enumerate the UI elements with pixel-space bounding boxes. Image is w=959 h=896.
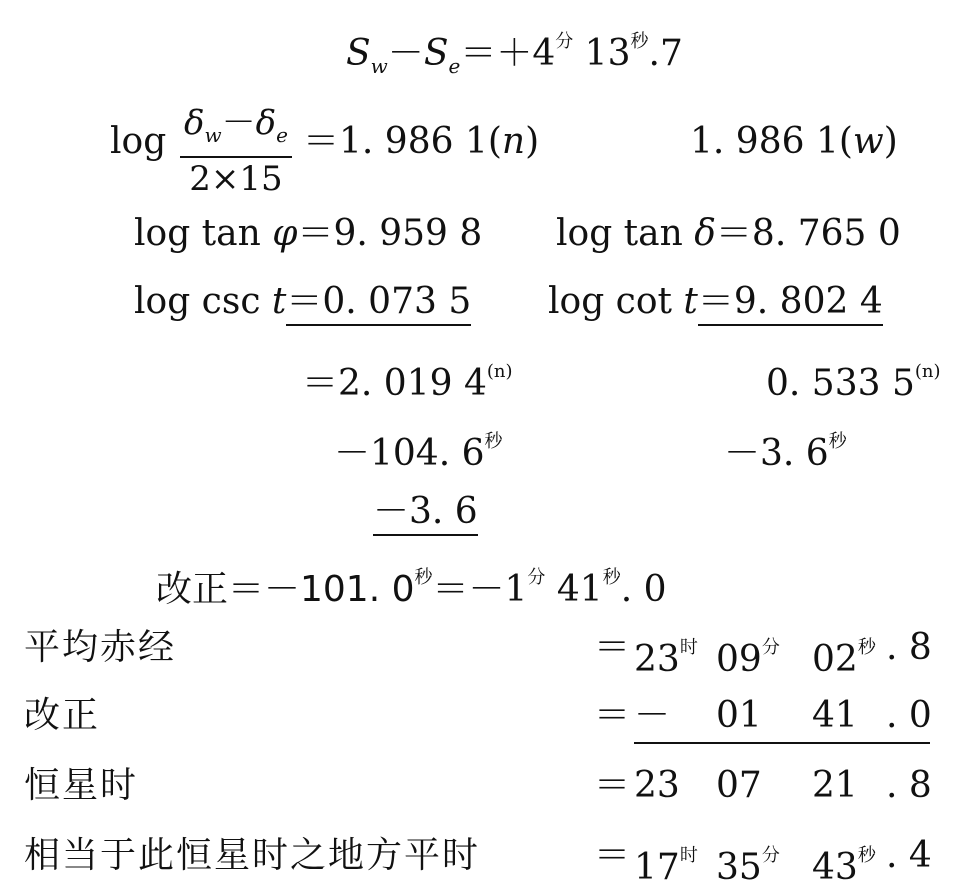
eq7-value: －3. 6 [373,492,478,536]
eq2-right-close: ) [883,121,898,162]
eq1-s-e: S [423,33,449,74]
eq4-left [134,282,471,322]
eq-line-5 [0,352,959,412]
eq6-right-unit: 秒 [828,431,847,452]
eq2-numerator [180,104,292,158]
eq3-left-label: log tan [134,213,273,254]
row-label: 恒星时 [24,765,139,806]
row-seconds: $43^秒$ [812,845,876,888]
eq3-left [134,214,482,254]
row-seconds: 21 [812,765,858,806]
row-hours: $23^时$ [634,637,698,680]
row-seconds: 41 [812,695,858,736]
eq2-fraction [180,104,292,198]
row-seconds: $02^秒$ [812,637,876,680]
eq8-unit-min: 分 [527,567,546,588]
eq1-unit-min: 分 [555,31,574,52]
table-row [0,696,959,756]
eq-line-7 [0,492,959,552]
eq8-text [156,558,666,610]
eq2-rhs-close: ) [525,121,540,162]
eq2-minus: － [221,103,256,143]
row-equals: ＝ [594,695,631,736]
row-minutes: $35^分$ [716,845,780,888]
eq2-log: log [110,121,167,162]
eq-line-3 [0,214,959,274]
table-row [0,836,959,896]
eq1-text [346,22,683,86]
row-minutes: 01 [716,695,762,736]
row-hours: － [634,695,671,736]
eq2-rhs-n: n [501,121,526,162]
row-label: 相当于此恒星时之地方平时 [24,835,481,876]
eq5-right-value: 0. 533 5 [766,363,915,404]
eq3-left-value: ＝9. 959 8 [297,213,483,254]
eq8-unit-sec2: 秒 [602,567,621,588]
eq2-rhs [303,122,539,162]
eq1-unit-sec: 秒 [630,31,649,52]
eq3-right-label: log tan [556,213,695,254]
eq4-left-t: t [271,281,287,322]
table-row [0,766,959,826]
row-equals: ＝ [594,835,631,876]
eq8-correction: 改正＝－101. 0 [156,569,415,610]
eq8-frac: . 0 [620,569,667,610]
eq4-right-label: log cot [548,281,684,322]
row-seconds-unit: 秒 [857,637,876,658]
row-fraction: . 4 [886,835,932,876]
eq4-left-label: log csc [134,281,272,322]
row-hours-unit: 时 [679,637,698,658]
row-fraction: . 8 [886,765,932,806]
eq5-right-sup: (n) [914,361,941,382]
eq4-left-value: ＝0. 073 5 [286,281,471,326]
row-label: 平均赤经 [24,627,177,668]
eq1-minus: － [387,33,424,74]
eq1-sub-w: w [370,54,388,78]
eq2-delta-w: δ [184,103,205,143]
eq2-sub-w: w [204,123,222,147]
eq2-right-val: 1. 986 1( [690,121,853,162]
row-hours: $17^时$ [634,845,698,888]
eq1-rhs-sec: 13 [573,33,631,74]
eq1-rhs-frac: .7 [648,33,683,74]
eq8-unit-sec1: 秒 [414,567,433,588]
row-fraction: . 8 [886,627,932,668]
eq5-left-value: ＝2. 019 4 [302,363,487,404]
eq-line-8 [0,558,959,618]
eq8-min: ＝－1 [432,569,528,610]
row-equals: ＝ [594,627,631,668]
eq6-right-value: －3. 6 [724,433,829,474]
row-minutes: $09^分$ [716,637,780,680]
eq1-sub-e: e [448,54,461,78]
eq3-phi: φ [272,213,298,254]
eq-line-6 [0,422,959,482]
row-minutes-unit: 分 [761,845,780,866]
row-fraction: . 0 [886,695,932,736]
eq-line-1 [0,22,959,82]
row-hours-unit: 时 [679,845,698,866]
eq-line-4 [0,282,959,342]
eq2-denominator: 2×15 [189,159,283,199]
row-minutes-unit: 分 [761,637,780,658]
row-equals: ＝ [594,765,631,806]
eq4-right-value: ＝9. 802 4 [698,281,883,326]
eq4-right-t: t [683,281,698,322]
eq2-sub-e: e [276,123,288,147]
eq5-left [302,352,513,404]
eq8-sec: 41 [545,569,603,610]
eq3-right [556,214,901,254]
row-seconds-unit: 秒 [857,845,876,866]
row-minutes: 07 [716,765,762,806]
eq6-left [334,422,503,474]
eq5-left-sup: (n) [486,361,513,382]
eq3-right-value: ＝8. 765 0 [715,213,901,254]
eq2-delta-e: δ [255,103,277,143]
table-row [0,628,959,688]
eq6-left-value: －104. 6 [334,433,485,474]
eq2-right [690,122,898,162]
row-hours: 23 [634,765,680,806]
eq2-right-w: w [852,121,884,162]
eq4-right [548,282,883,322]
eq-line-2 [0,103,959,199]
eq6-left-unit: 秒 [484,431,503,452]
sum-underline [634,742,930,744]
eq3-delta: δ [694,213,716,254]
eq5-right [766,352,941,404]
eq1-s-w: S [346,33,371,74]
eq2-rhs-val: ＝1. 986 1( [303,121,502,162]
eq6-right [724,422,847,474]
eq1-rhs-min: ＝＋4 [460,33,556,74]
row-label: 改正 [24,695,101,736]
